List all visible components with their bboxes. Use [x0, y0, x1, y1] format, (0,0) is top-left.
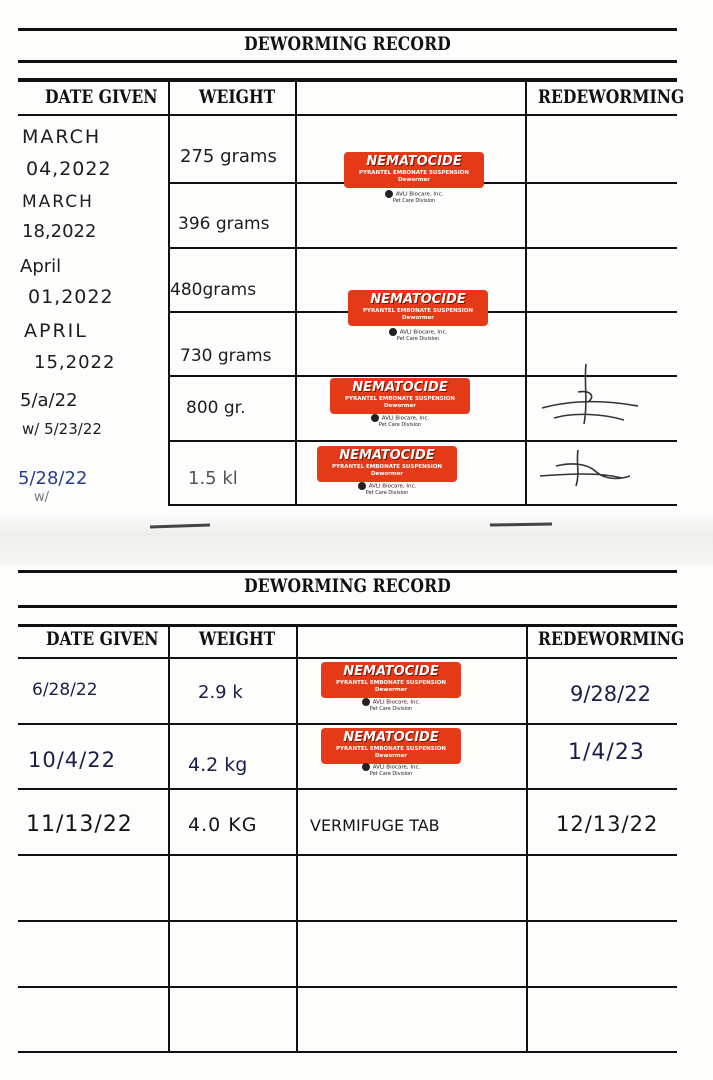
- column-divider: [295, 82, 297, 506]
- weight-value: 275 grams: [180, 146, 277, 167]
- date-given: 18,2022: [22, 221, 97, 242]
- company-logo-icon: [362, 763, 370, 771]
- date-given: 5/a/22: [20, 390, 78, 411]
- row-divider: [168, 247, 677, 249]
- manufacturer-mark: AVLI Biocare, Inc. Pet Care Division: [317, 482, 457, 496]
- title-rule-bottom: [18, 60, 677, 63]
- header-date-given: DATE GIVEN: [46, 628, 159, 650]
- column-divider: [168, 627, 170, 1053]
- header-rule-top: [18, 78, 677, 82]
- signature: [534, 362, 644, 442]
- nematocide-label: NEMATOCIDE PYRANTEL EMBONATE SUSPENSION Dewormer: [344, 152, 484, 188]
- column-divider: [525, 82, 527, 506]
- manufacturer-mark: AVLI Biocare, Inc. Pet Care Division: [330, 414, 470, 428]
- header-date-given: DATE GIVEN: [45, 86, 158, 108]
- company-logo-icon: [385, 190, 393, 198]
- weight-value: 1.5 kl: [188, 468, 238, 489]
- record-title: DEWORMING RECORD: [244, 33, 451, 55]
- nematocide-label: NEMATOCIDE PYRANTEL EMBONATE SUSPENSION Dewormer: [321, 662, 461, 698]
- header-redeworming: REDEWORMING: [538, 86, 685, 108]
- date-given: 6/28/22: [32, 680, 98, 700]
- header-rule-top: [18, 624, 677, 627]
- row-divider: [18, 920, 677, 922]
- company-logo-icon: [358, 482, 366, 490]
- date-given: w/ 5/23/22: [22, 420, 102, 438]
- weight-value: 396 grams: [178, 214, 270, 234]
- page-fold: [0, 515, 713, 565]
- title-rule-top: [18, 28, 677, 31]
- title-rule-top: [18, 570, 677, 573]
- header-weight: WEIGHT: [199, 86, 276, 108]
- record-title: DEWORMING RECORD: [244, 575, 451, 597]
- date-given: 11/13/22: [26, 812, 133, 837]
- row-divider: [168, 504, 677, 506]
- row-divider: [18, 986, 677, 988]
- date-given: MARCH: [22, 192, 94, 212]
- date-given: 04,2022: [26, 158, 112, 180]
- row-divider: [18, 723, 677, 725]
- weight-value: 4.2 kg: [188, 754, 248, 776]
- fold-marks: [0, 515, 713, 565]
- signature: [538, 446, 638, 492]
- redeworming-date: 1/4/23: [568, 740, 645, 765]
- weight-value: 480grams: [170, 280, 257, 300]
- nematocide-label: NEMATOCIDE PYRANTEL EMBONATE SUSPENSION Dewormer: [321, 728, 461, 764]
- date-given: April: [20, 256, 62, 277]
- weight-value: 730 grams: [180, 346, 272, 366]
- header-rule-bottom: [18, 114, 677, 116]
- title-rule-bottom: [18, 605, 677, 608]
- weight-value: 4.0 KG: [188, 814, 258, 836]
- manufacturer-mark: AVLI Biocare, Inc. Pet Care Division: [321, 698, 461, 712]
- header-rule-bottom: [18, 657, 677, 659]
- row-divider: [18, 854, 677, 856]
- column-divider: [526, 627, 528, 1053]
- row-divider: [18, 1051, 677, 1053]
- redeworming-date: 9/28/22: [570, 682, 651, 706]
- nematocide-label: NEMATOCIDE PYRANTEL EMBONATE SUSPENSION Dewormer: [330, 378, 470, 414]
- date-given: MARCH: [22, 126, 102, 148]
- top-deworming-record: [18, 28, 685, 508]
- date-given: 01,2022: [28, 286, 114, 308]
- weight-value: 800 gr.: [186, 398, 246, 418]
- header-redeworming: REDEWORMING: [538, 628, 685, 650]
- manufacturer-mark: AVLI Biocare, Inc. Pet Care Division: [344, 190, 484, 204]
- row-divider: [18, 788, 677, 790]
- date-given: 5/28/22: [18, 468, 88, 489]
- redeworming-date: 12/13/22: [556, 812, 659, 836]
- date-given: APRIL: [24, 320, 88, 342]
- header-weight: WEIGHT: [199, 628, 276, 650]
- bottom-deworming-record: [18, 570, 685, 1054]
- company-logo-icon: [389, 328, 397, 336]
- company-logo-icon: [371, 414, 379, 422]
- nematocide-label: NEMATOCIDE PYRANTEL EMBONATE SUSPENSION Dewormer: [348, 290, 488, 326]
- date-given: w/: [34, 490, 50, 505]
- column-divider: [296, 627, 298, 1053]
- company-logo-icon: [362, 698, 370, 706]
- date-given: 15,2022: [34, 352, 116, 373]
- nematocide-label: NEMATOCIDE PYRANTEL EMBONATE SUSPENSION Dewormer: [317, 446, 457, 482]
- manufacturer-mark: AVLI Biocare, Inc. Pet Care Division: [348, 328, 488, 342]
- product-name: VERMIFUGE TAB: [310, 816, 440, 835]
- weight-value: 2.9 k: [198, 682, 243, 703]
- manufacturer-mark: AVLI Biocare, Inc. Pet Care Division: [321, 763, 461, 777]
- date-given: 10/4/22: [28, 748, 116, 772]
